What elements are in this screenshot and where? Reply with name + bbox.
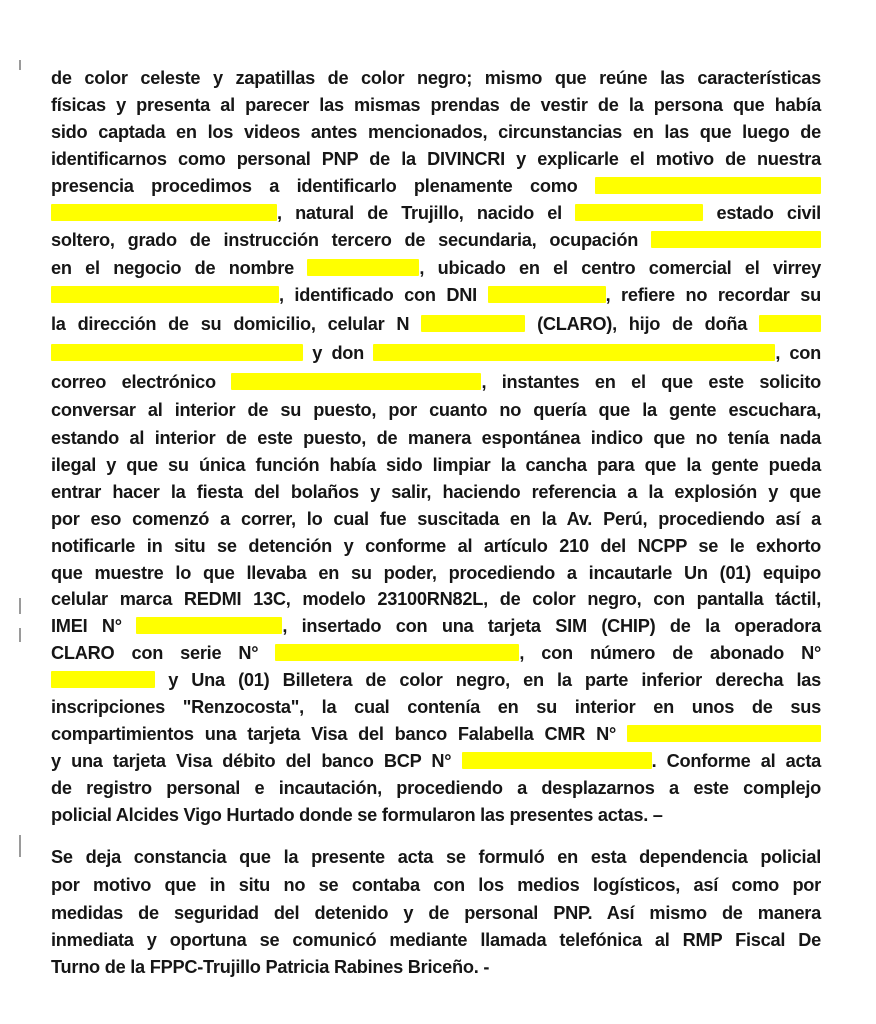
text-line: y una tarjeta Visa débito del banco BCP N° . Conforme al acta	[51, 751, 822, 771]
redaction-box	[51, 344, 303, 361]
text-line: , natural de Trujillo, nacido el estado civil	[51, 201, 821, 225]
text-line: entrar hacer la fiesta del bolaños y salir, haciendo referencia a la explosión y que	[51, 482, 821, 502]
redaction-box	[575, 204, 703, 221]
text-line: físicas y presenta al parecer las mismas prendas de vestir de la persona que había	[51, 95, 821, 115]
text-line: inscripciones "Renzocosta", la cual contenía en su interior en unos de sus	[51, 697, 821, 717]
redaction-box	[488, 286, 606, 303]
text-line: Se deja constancia que la presente acta se formuló en esta dependencia policial	[51, 847, 821, 867]
text-line: y don , con	[51, 341, 821, 365]
redaction-box	[373, 344, 775, 361]
text-line: medidas de seguridad del detenido y de personal PNP. Así mismo de manera	[51, 903, 821, 923]
text-line: conversar al interior de su puesto, por cuanto no quería que la gente escuchara,	[51, 400, 821, 420]
scan-edge-mark	[19, 598, 21, 614]
text-line: identificarnos como personal PNP de la DIVINCRI y explicarle el motivo de nuestra	[51, 149, 821, 169]
text-line: notificarle in situ se detención y conforme al artículo 210 del NCPP se le exhorto	[51, 536, 821, 556]
redaction-box	[421, 315, 525, 332]
scan-edge-mark	[19, 628, 21, 642]
redaction-box	[51, 204, 277, 221]
text-line: por eso comenzó a correr, lo cual fue suscitada en la Av. Perú, procediendo así a	[51, 509, 821, 529]
redaction-box	[51, 671, 155, 688]
redaction-box	[759, 315, 821, 332]
text-line: la dirección de su domicilio, celular N (CLARO), hijo de doña	[51, 312, 821, 336]
text-line: soltero, grado de instrucción tercero de secundaria, ocupación	[51, 228, 821, 252]
scan-edge-mark	[19, 60, 21, 70]
text-line: sido captada en los videos antes mencionados, circunstancias en las que luego de	[51, 122, 821, 142]
text-line: ilegal y que su única función había sido limpiar la cancha para que la gente pueda	[51, 455, 821, 475]
redaction-box	[231, 373, 481, 390]
text-line: estando al interior de este puesto, de manera espontánea indico que no tenía nada	[51, 428, 821, 448]
text-line: correo electrónico , instantes en el que este solicito	[51, 372, 821, 392]
text-line: que muestre lo que llevaba en su poder, procediendo a incautarle Un (01) equipo	[51, 563, 821, 583]
text-line: policial Alcides Vigo Hurtado donde se formularon las presentes actas. –	[51, 805, 663, 825]
text-line: por motivo que in situ no se contaba con los medios logísticos, así como por	[51, 875, 821, 895]
redaction-box	[651, 231, 821, 248]
text-line: inmediata y oportuna se comunicó mediante llamada telefónica al RMP Fiscal De	[51, 930, 821, 950]
text-line: de color celeste y zapatillas de color negro; mismo que reúne las características	[51, 68, 821, 88]
text-line: IMEI N° , insertado con una tarjeta SIM (CHIP) de la operadora	[51, 616, 822, 636]
redaction-box	[595, 177, 821, 194]
text-line: CLARO con serie N° , con número de abonado N°	[51, 643, 821, 663]
redaction-box	[627, 725, 821, 742]
redaction-box	[136, 617, 282, 634]
text-line: y Una (01) Billetera de color negro, en la parte inferior derecha las	[51, 668, 821, 692]
text-line: presencia procedimos a identificarlo plenamente como	[51, 174, 821, 198]
scan-edge-mark	[19, 835, 21, 857]
text-line: , identificado con DNI , refiere no recordar su	[51, 283, 821, 307]
redaction-box	[51, 286, 279, 303]
redaction-box	[307, 259, 419, 276]
text-line: en el negocio de nombre , ubicado en el centro comercial el virrey	[51, 258, 821, 278]
text-line: celular marca REDMI 13C, modelo 23100RN82L, de color negro, con pantalla táctil,	[51, 589, 821, 609]
text-line: de registro personal e incautación, procediendo a desplazarnos a este complejo	[51, 778, 821, 798]
text-line: compartimientos una tarjeta Visa del banco Falabella CMR N°	[51, 722, 821, 746]
text-line: Turno de la FPPC-Trujillo Patricia Rabines Briceño. -	[51, 957, 490, 977]
redaction-box	[275, 644, 519, 661]
redaction-box	[462, 752, 652, 769]
